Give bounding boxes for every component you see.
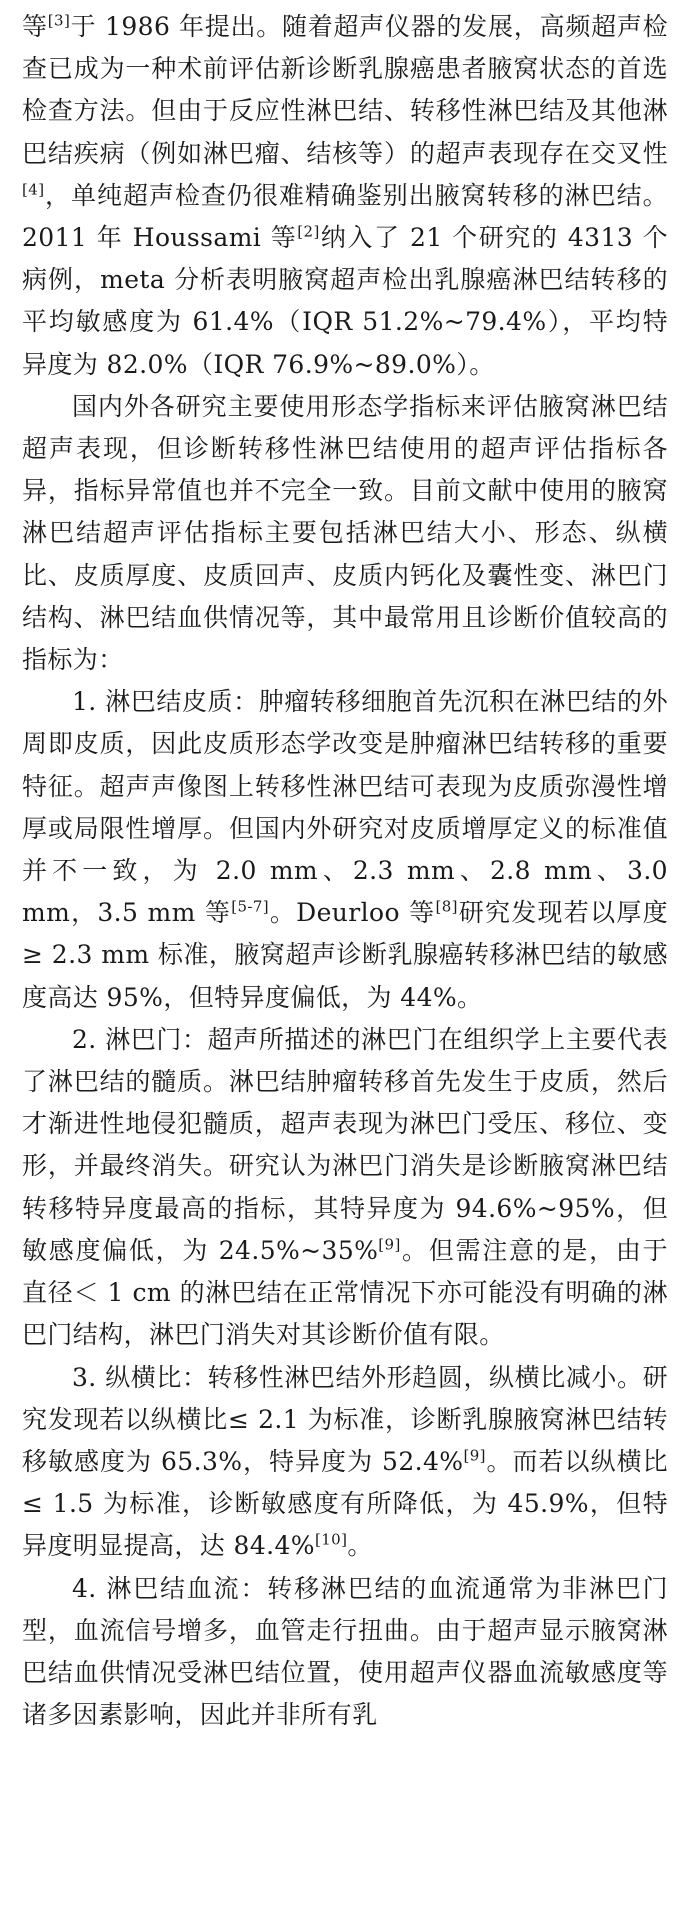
citation-ref: [9] [463,1446,486,1465]
citation-ref: [10] [314,1530,348,1549]
paragraph-hilum [22,1019,668,1357]
paragraph-text: 2. 淋巴门：超声所描述的淋巴门在组织学上主要代表了淋巴结的髓质。淋巴结肿瘤转移首先发生于皮质，然后才渐进性地侵犯髓质，超声表现为淋巴门受压、移位、变形，并最终消失。研究认为淋巴门消失是诊断腋窝淋巴结转移特异度最高的指标，其特异度为 94.6%~95%，但敏感度偏低，为 24.5%~35% [22,1024,668,1265]
paragraph-aspect-ratio [22,1357,668,1568]
paragraph-blood-flow [22,1568,668,1737]
paragraph-text: 。 [347,1531,373,1561]
paragraph-text: 。而若以纵横比≤ 1.5 为标准，诊断敏感度有所降低，为 45.9%，但特异度明显提高，达 84.4% [22,1446,668,1561]
citation-ref: [9] [378,1235,401,1254]
paragraph-text: 等 [22,12,48,41]
citation-ref: [4] [22,180,45,199]
paragraph-text: 1. 淋巴结皮质：肿瘤转移细胞首先沉积在淋巴结的外周即皮质，因此皮质形态学改变是肿瘤淋巴结转移的重要特征。超声声像图上转移性淋巴结可表现为皮质弥漫性增厚或局限性增厚。但国内外研究对皮质增厚定义的标准值并不一致，为 2.0 mm、2.3 mm、2.8 mm、3.0 mm，3.5 mm 等 [22,687,668,928]
paragraph-text: ，单纯超声检查仍很难精确鉴别出腋窝转移的淋巴结。2011 年 Houssami 等 [22,180,668,253]
paragraph-text: 纳入了 21 个研究的 4313 个病例，meta 分析表明腋窝超声检出乳腺癌淋巴结转移的平均敏感度为 61.4%（IQR 51.2%~79.4%），平均特异度为 82.0%（IQR 76.9%~89.0%）。 [22,223,668,379]
paragraph-text: 3. 纵横比：转移性淋巴结外形趋圆，纵横比减小。研究发现若以纵横比≤ 2.1 为标准，诊断乳腺腋窝淋巴结转移敏感度为 65.3%，特异度为 52.4% [22,1362,668,1476]
paragraph-text: 。Deurloo 等 [269,898,436,928]
paragraph-text: 研究发现若以厚度≥ 2.3 mm 标准，腋窝超声诊断乳腺癌转移淋巴结的敏感度高达 95%，但特异度偏低，为 44%。 [22,898,668,1012]
paragraph-morphology [22,386,668,681]
citation-ref: [5-7] [231,897,270,916]
paragraph-intro [22,6,668,386]
paragraph-text: 。但需注意的是，由于直径＜ 1 cm 的淋巴结在正常情况下亦可能没有明确的淋巴门结构，淋巴门消失对其诊断价值有限。 [22,1235,668,1350]
citation-ref: [3] [47,11,71,30]
citation-ref: [8] [435,897,458,916]
paragraph-text: 于 1986 年提出。随着超声仪器的发展，高频超声检查已成为一种术前评估新诊断乳腺癌患者腋窝状态的首选检查方法。但由于反应性淋巴结、转移性淋巴结及其他淋巴结疾病（例如淋巴瘤、结核等）的超声表现存在交叉性 [22,12,668,168]
paragraph-text: 4. 淋巴结血流：转移淋巴结的血流通常为非淋巴门型，血流信号增多，血管走行扭曲。由于超声显示腋窝淋巴结血供情况受淋巴结位置，使用超声仪器血流敏感度等诸多因素影响，因此并非所有乳 [22,1573,668,1730]
citation-ref: [2] [297,222,320,241]
paragraph-cortex [22,681,668,1019]
paragraph-text: 国内外各研究主要使用形态学指标来评估腋窝淋巴结超声表现，但诊断转移性淋巴结使用的超声评估指标各异，指标异常值也并不完全一致。目前文献中使用的腋窝淋巴结超声评估指标主要包括淋巴结大小、形态、纵横比、皮质厚度、皮质回声、皮质内钙化及囊性变、淋巴门结构、淋巴结血供情况等，其中最常用且诊断价值较高的指标为： [22,391,668,675]
